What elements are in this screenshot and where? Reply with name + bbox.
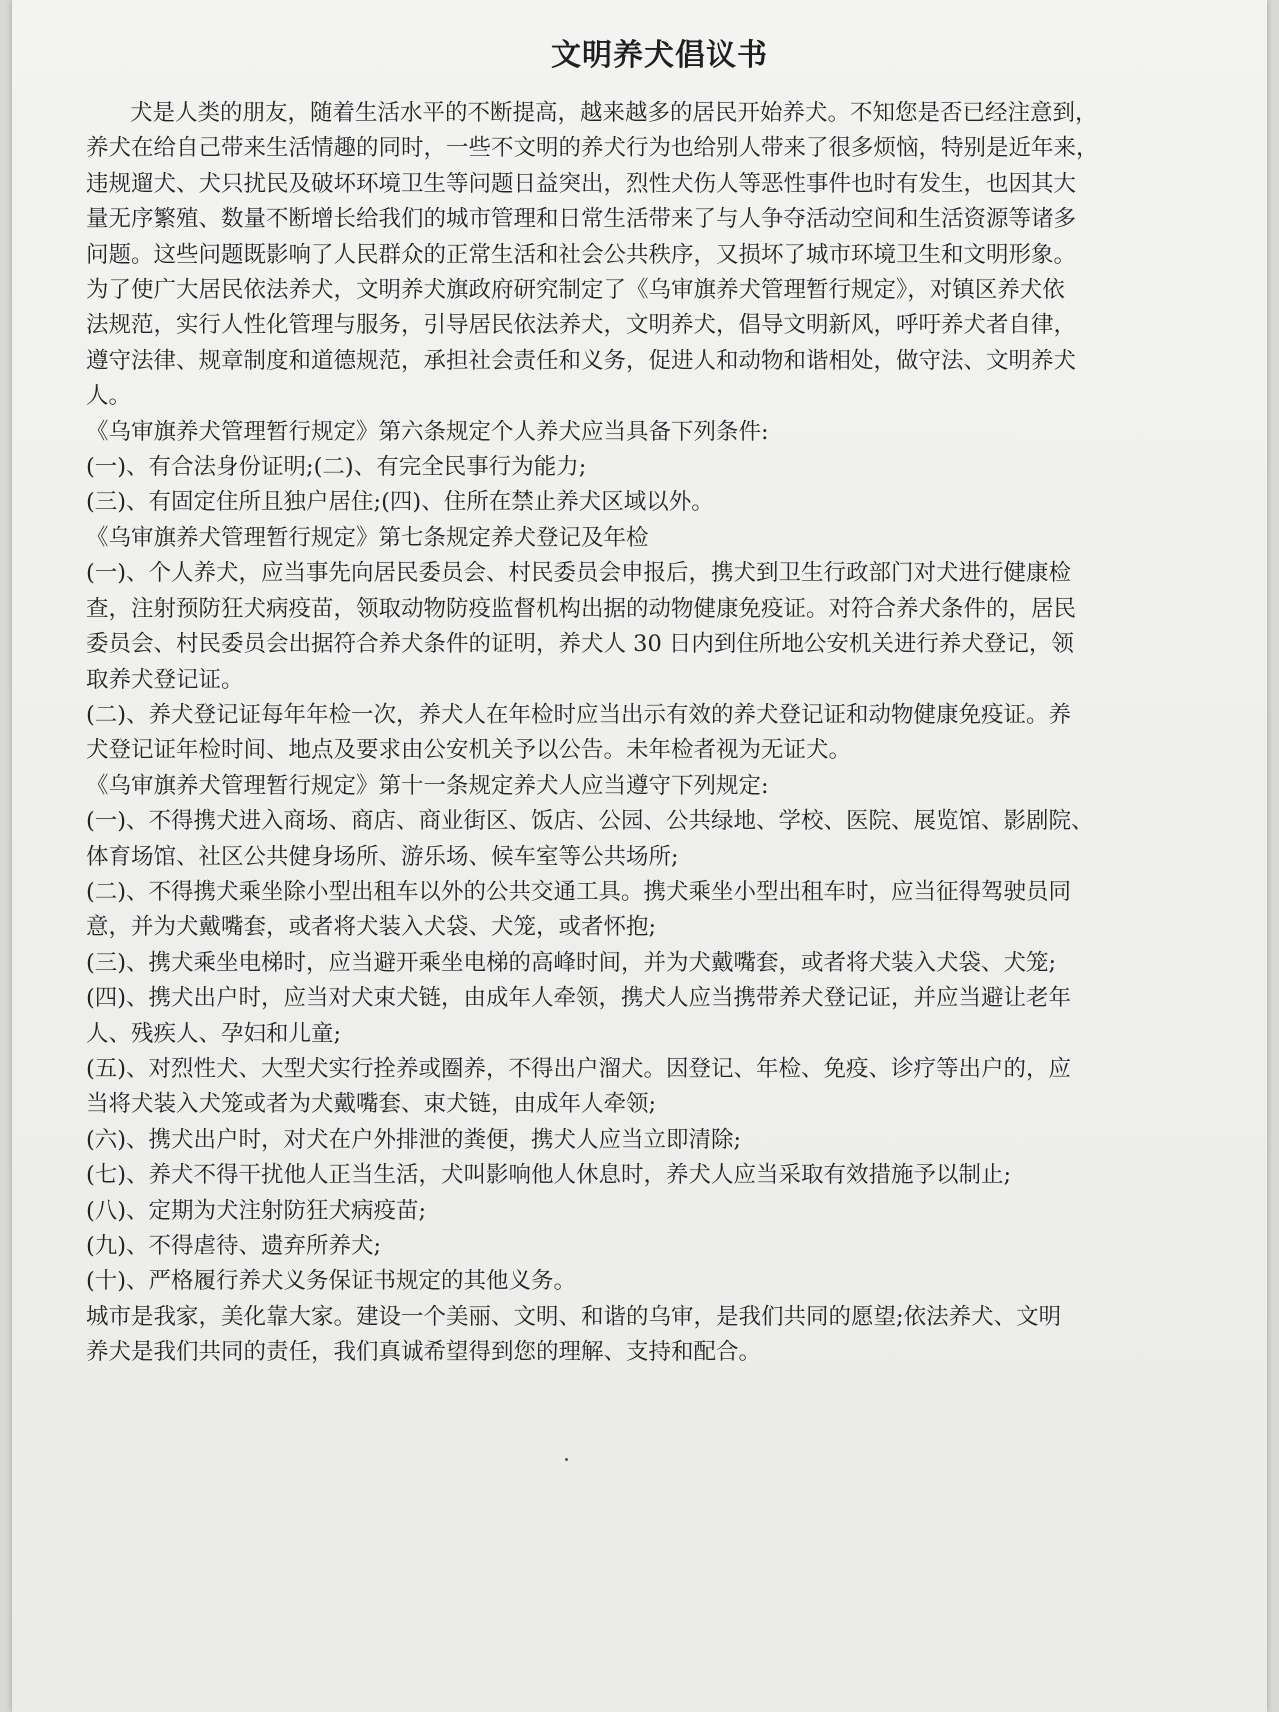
text-line: 遵守法律、规章制度和道德规范，承担社会责任和义务，促进人和动物和谐相处，做守法、文明养犬 — [86, 347, 1077, 374]
text-line: 人。 — [86, 383, 132, 410]
text-line: (二)、不得携犬乘坐除小型出租车以外的公共交通工具。携犬乘坐小型出租车时，应当征得驾驶员同 — [86, 878, 1072, 905]
text-line: (十)、严格履行养犬义务保证书规定的其他义务。 — [86, 1268, 577, 1295]
text-line: 委员会、村民委员会出据符合养犬条件的证明，养犬人 30 日内到住所地公安机关进行养犬登记，领 — [86, 631, 1074, 658]
text-line: 犬是人类的朋友，随着生活水平的不断提高，越来越多的居民开始养犬。不知您是否已经注意到， — [130, 100, 1098, 126]
text-line: (八)、定期为犬注射防狂犬病疫苗; — [86, 1197, 427, 1224]
text-line: (三)、有固定住所且独户居住;(四)、住所在禁止养犬区域以外。 — [86, 489, 714, 516]
text-line: 取养犬登记证。 — [86, 666, 244, 693]
text-line: (三)、携犬乘坐电梯时，应当避开乘坐电梯的高峰时间，并为犬戴嘴套，或者将犬装入犬袋、犬笼; — [86, 949, 1057, 976]
text-line: 当将犬装入犬笼或者为犬戴嘴套、束犬链，由成年人牵领; — [86, 1091, 657, 1118]
text-line: 养犬是我们共同的责任，我们真诚希望得到您的理解、支持和配合。 — [86, 1339, 762, 1366]
document-body — [86, 96, 1237, 1371]
text-line: 量无序繁殖、数量不断增长给我们的城市管理和日常生活带来了与人争夺活动空间和生活资源等诸多 — [86, 206, 1077, 233]
text-line: 为了使广大居民依法养犬，文明养犬旗政府研究制定了《乌审旗养犬管理暂行规定》，对镇区养犬依 — [86, 277, 1065, 304]
text-line: (一)、不得携犬进入商场、商店、商业街区、饭店、公园、公共绿地、学校、医院、展览馆、影剧院、 — [86, 808, 1094, 835]
ink-speck — [565, 1458, 568, 1461]
text-line: 法规范，实行人性化管理与服务，引导居民依法养犬，文明养犬，倡导文明新风，呼吁养犬者自律， — [86, 312, 1077, 339]
text-line: 人、残疾人、孕妇和儿童; — [86, 1020, 342, 1047]
text-line: 养犬在给自己带来生活情趣的同时，一些不文明的养犬行为也给别人带来了很多烦恼，特别是近年来， — [86, 135, 1099, 162]
paper-sheet — [12, 0, 1267, 1712]
text-line: 违规遛犬、犬只扰民及破坏环境卫生等问题日益突出，烈性犬伤人等恶性事件也时有发生，也因其大 — [86, 170, 1077, 197]
text-line: 《乌审旗养犬管理暂行规定》第六条规定个人养犬应当具备下列条件: — [86, 418, 769, 445]
text-line: (一)、有合法身份证明;(二)、有完全民事行为能力; — [86, 454, 587, 481]
text-line: (五)、对烈性犬、大型犬实行拴养或圈养，不得出户溜犬。因登记、年检、免疫、诊疗等出户的，应 — [86, 1055, 1072, 1082]
text-line: 查，注射预防狂犬病疫苗，领取动物防疫监督机构出据的动物健康免疫证。对符合养犬条件的，居民 — [86, 595, 1077, 622]
text-line: (四)、携犬出户时，应当对犬束犬链，由成年人牵领，携犬人应当携带养犬登记证，并应当避让老年 — [86, 985, 1072, 1012]
text-line: (七)、养犬不得干扰他人正当生活，犬叫影响他人休息时，养犬人应当采取有效措施予以制止; — [86, 1162, 1012, 1189]
text-line: 城市是我家，美化靠大家。建设一个美丽、文明、和谐的乌审，是我们共同的愿望;依法养犬、文明 — [86, 1303, 1062, 1330]
text-line: 体育场馆、社区公共健身场所、游乐场、候车室等公共场所; — [86, 843, 679, 870]
document-title: 文明养犬倡议书 — [551, 38, 768, 73]
text-line: 《乌审旗养犬管理暂行规定》第十一条规定养犬人应当遵守下列规定: — [86, 772, 769, 799]
text-line: 意，并为犬戴嘴套，或者将犬装入犬袋、犬笼，或者怀抱; — [86, 914, 657, 941]
text-line: 犬登记证年检时间、地点及要求由公安机关予以公告。未年检者视为无证犬。 — [86, 737, 852, 764]
text-line: (一)、个人养犬，应当事先向居民委员会、村民委员会申报后，携犬到卫生行政部门对犬进行健康检 — [86, 560, 1072, 587]
text-line: (九)、不得虐待、遗弃所养犬; — [86, 1233, 382, 1259]
text-line: 《乌审旗养犬管理暂行规定》第七条规定养犬登记及年检 — [86, 524, 649, 551]
text-line: (二)、养犬登记证每年年检一次，养犬人在年检时应当出示有效的养犬登记证和动物健康免疫证。养 — [86, 701, 1072, 728]
text-line: (六)、携犬出户时，对犬在户外排泄的粪便，携犬人应当立即清除; — [86, 1126, 742, 1153]
text-line: 问题。这些问题既影响了人民群众的正常生活和社会公共秩序，又损坏了城市环境卫生和文明形象。 — [86, 241, 1077, 268]
